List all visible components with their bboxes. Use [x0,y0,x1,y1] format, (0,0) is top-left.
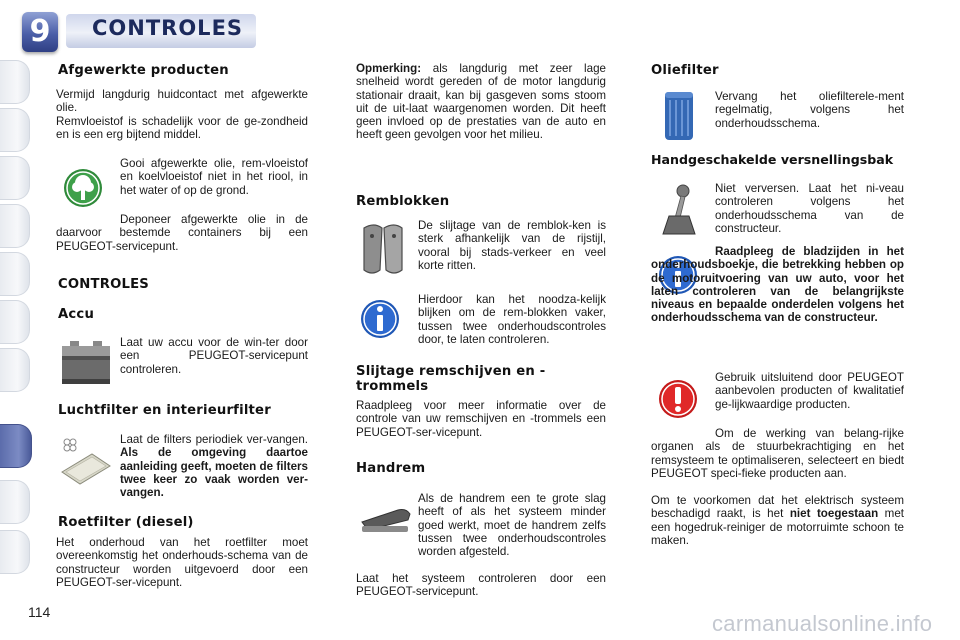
paragraph: Laat de filters periodiek ver-vangen. Als de omgeving daartoe aanleiding geeft, moeten de filters twee keer zo vaak worden ver-vangen. [120,433,308,500]
chapter-number-badge: 9 [22,12,58,52]
paragraph: Laat het systeem controleren door een PEUGEOT-servicepunt. [356,572,606,599]
paragraph: Deponeer afgewerkte olie in de daarvoor bestemde containers bij een PEUGEOT-servicepunt. [56,213,308,253]
section-heading-oil-filter: Oliefilter [651,63,719,78]
paragraph: Hierdoor kan het noodza-kelijk blijken om de rem-blokken vaker, tussen twee onderhoudscontroles door, te laten controleren. [418,293,606,346]
chapter-tab[interactable] [0,204,30,248]
paragraph: Remvloeistof is schadelijk voor de ge-zondheid en is een erg bijtend middel. [56,115,308,142]
battery-icon [58,333,114,389]
chapter-tab[interactable] [0,156,30,200]
chapter-tab[interactable] [0,530,30,574]
watermark: carmanualsonline.info [712,611,933,636]
paragraph: Als de handrem een te grote slag heeft of als het systeem minder goed werkt, moet de handrem zelfs tussen twee onderhoudscontroles worden afgesteld. [418,492,606,559]
chapter-tab[interactable] [0,348,30,392]
handbrake-lever-icon [358,500,414,540]
section-heading-battery: Accu [58,307,95,322]
paragraph: Laat uw accu voor de win-ter door een PEUGEOT-servicepunt controleren. [120,336,308,376]
paragraph: Niet verversen. Laat het ni-veau controleren volgens het onderhoudsschema van de constructeur. [715,182,904,235]
paragraph: Het onderhoud van het roetfilter moet overeenkomstig het onderhouds-schema van de constructeur worden uitgevoerd door een PEUGEOT-ser-vicepunt. [56,536,308,589]
chapter-tabs [0,60,34,580]
oil-filter-icon [659,88,699,144]
paragraph: Opmerking: als langdurig met zeer lage snelheid wordt gereden of de motor langdurig stationair draait, kan bij gasgeven soms stoom uit de uit-laat waargenomen worden. Dit heeft geen invloed op de prestaties van de auto en heeft geen gevolgen voor het milieu. [356,62,606,142]
section-heading-handbrake: Handrem [356,461,426,476]
page-title: CONTROLES [92,16,244,40]
paragraph: Vervang het oliefilterele-ment regelmatig, volgens het onderhoudsschema. [715,90,904,130]
chapter-tab[interactable] [0,252,30,296]
paragraph: Vermijd langdurig huidcontact met afgewerkte olie. [56,88,308,115]
environment-tree-icon [62,164,104,212]
paragraph: Raadpleeg voor meer informatie over de controle van uw remschijven en -trommels een PEUGEOT-ser-vicepunt. [356,399,606,439]
chapter-tab[interactable] [0,60,30,104]
warning-icon [657,376,699,422]
section-heading-particle-filter: Roetfilter (diesel) [58,515,194,530]
air-filter-icon [58,436,114,490]
chapter-tab[interactable] [0,108,30,152]
section-heading-controls: CONTROLES [58,277,149,292]
paragraph: Raadpleeg de bladzijden in het onderhoudsboekje, die betrekking hebben op de motoruitvoering van uw auto, voor het laten controleren van de belangrijkste niveaus en bepaalde onderdelen volgens het onderhoudsschema van de constructeur. [651,245,904,325]
paragraph: Gebruik uitsluitend door PEUGEOT aanbevolen producten of kwalitatief ge-lijkwaardige producten. [715,371,904,411]
paragraph: De slijtage van de remblok-ken is sterk afhankelijk van de rijstijl, vooral bij stads-verkeer en veel korte ritten. [418,219,606,272]
brake-pads-icon [358,220,408,278]
chapter-tab[interactable] [0,480,30,524]
section-heading-finished-products: Afgewerkte producten [58,63,229,78]
section-heading-brake-pads: Remblokken [356,194,450,209]
gear-lever-icon [659,182,699,238]
section-heading-air-filter: Luchtfilter en interieurfilter [58,403,271,418]
paragraph: Om te voorkomen dat het elektrisch systeem beschadigd raakt, is het niet toegestaan met een hogedruk-reiniger de motorruimte schoon te maken. [651,494,904,547]
info-icon [360,296,400,342]
section-heading-brake-wear: Slijtage remschijven en -trommels [356,364,546,394]
chapter-tab[interactable] [0,300,30,344]
page-number: 114 [28,604,51,620]
paragraph: Om de werking van belang-rijke organen als de stuurbekrachtiging en het remsysteem te optimaliseren, selecteert en biedt PEUGEOT speci-fieke producten aan. [651,427,904,480]
paragraph: Gooi afgewerkte olie, rem-vloeistof en koelvloeistof niet in het riool, in het water of op de grond. [120,157,308,197]
chapter-tab-active[interactable] [0,424,32,468]
section-heading-gearbox: Handgeschakelde versnellingsbak [651,152,894,167]
